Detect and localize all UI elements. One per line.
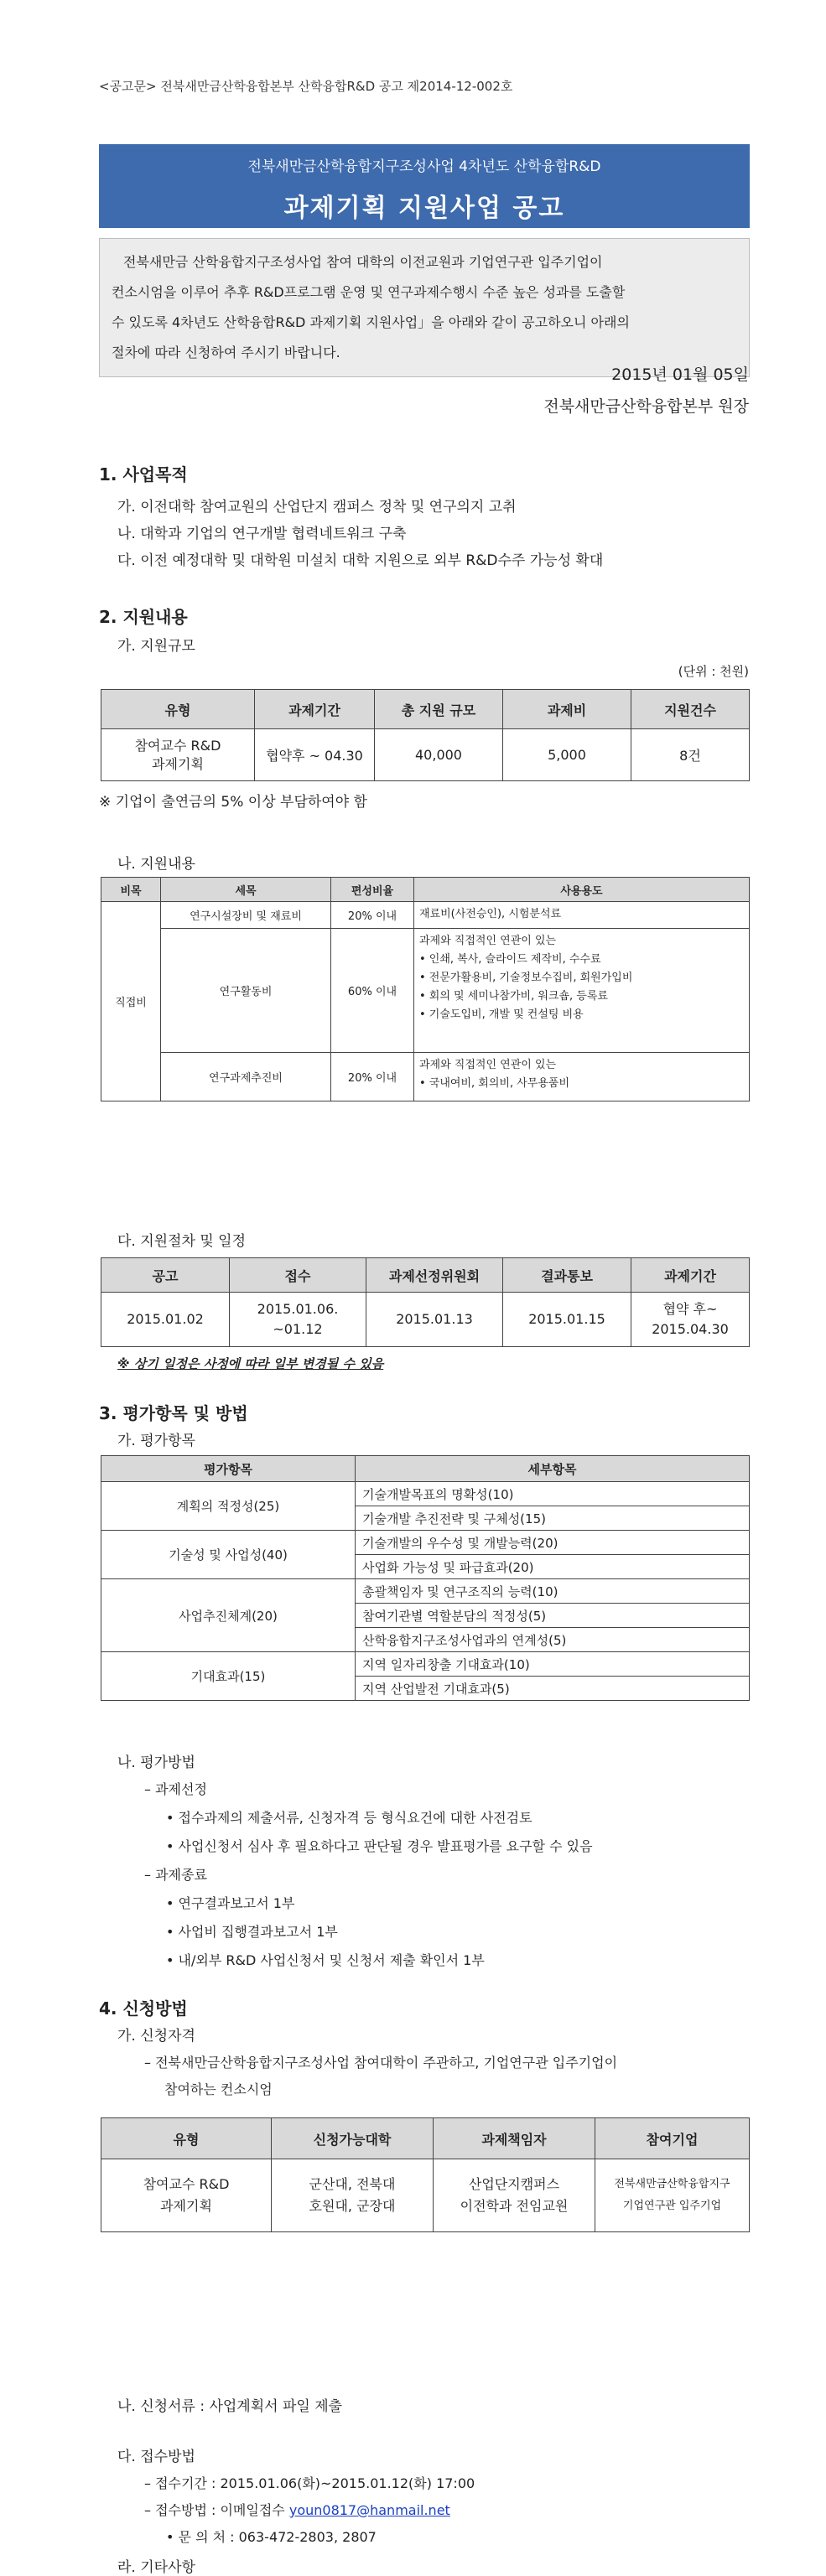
eval-detail: 기술개발목표의 명확성(10) — [356, 1482, 750, 1506]
table-cell: 2015.01.06. ~01.12 — [230, 1293, 366, 1347]
method-line: • 내/외부 R&D 사업신청서 및 신청서 제출 확인서 1부 — [166, 1952, 485, 1968]
title-banner — [99, 144, 750, 228]
table-cell: 군산대, 전북대 호원대, 군장대 — [272, 2159, 434, 2232]
section3-sub-a: 가. 평가항목 — [117, 1433, 195, 1449]
eval-detail: 지역 일자리창출 기대효과(10) — [356, 1652, 750, 1677]
method-line: – 과제선정 — [144, 1781, 207, 1797]
table-header: 세목 — [161, 878, 331, 902]
intro-line: 전북새만금 산학융합지구조성사업 참여 대학의 이전교원과 기업연구관 입주기업이 — [123, 254, 603, 270]
intro-line: 절차에 따라 신청하여 주시기 바랍니다. — [112, 345, 340, 360]
eval-detail: 지역 산업발전 기대효과(5) — [356, 1677, 750, 1701]
table-cell: 참여교수 R&D 과제기획 — [101, 729, 255, 781]
eligibility-line: 참여하는 컨소시엄 — [164, 2081, 273, 2097]
usage-line: • 기술도입비, 개발 및 컨설팅 비용 — [419, 1008, 584, 1021]
table-cell: 2015.01.15 — [503, 1293, 631, 1347]
table-header: 유형 — [101, 690, 255, 729]
usage-line: • 인쇄, 복사, 슬라이드 제작비, 수수료 — [419, 953, 601, 966]
section1-item: 다. 이전 예정대학 및 대학원 미설치 대학 지원으로 외부 R&D수주 가능성 확대 — [117, 552, 604, 569]
evaluation-table — [101, 1455, 750, 1701]
table-header: 과제선정위원회 — [366, 1258, 503, 1293]
table-cell: 40,000 — [375, 729, 503, 781]
support-scale-table — [101, 689, 750, 781]
reception-method — [144, 2500, 450, 2519]
table-header: 유형 — [101, 2118, 272, 2159]
usage-line: 과제와 직접적인 연관이 있는 — [419, 1059, 557, 1071]
eval-category: 사업추진체계(20) — [101, 1579, 356, 1652]
eligibility-line: – 전북새만금산학융합지구조성사업 참여대학이 주관하고, 기업연구관 입주기업이 — [144, 2055, 618, 2071]
table-header: 편성비율 — [331, 878, 414, 902]
section2-heading: 2. 지원내용 — [99, 607, 188, 627]
section3-sub-b: 나. 평가방법 — [117, 1754, 195, 1771]
table-cell: 연구활동비 — [161, 929, 331, 1053]
section4-sub-d: 라. 기타사항 — [117, 2559, 195, 2576]
table-cell: 전북새만금산학융합지구 기업연구관 입주기업 — [595, 2159, 750, 2232]
intro-box — [99, 238, 750, 377]
eval-detail: 참여기관별 역할분담의 적정성(5) — [356, 1604, 750, 1628]
table-cell: 협약후 ~ 04.30 — [255, 729, 375, 781]
table-cell: 재료비(사전승인), 시험분석료 — [414, 902, 750, 929]
table-header: 접수 — [230, 1258, 366, 1293]
table-cell: 20% 이내 — [331, 1053, 414, 1101]
banner-title: 과제기획 지원사업 공고 — [283, 194, 565, 223]
eval-detail: 총괄책임자 및 연구조직의 능력(10) — [356, 1579, 750, 1604]
table-header: 결과통보 — [503, 1258, 631, 1293]
eval-detail: 사업화 가능성 및 파급효과(20) — [356, 1555, 750, 1579]
usage-line: • 국내여비, 회의비, 사무용품비 — [419, 1077, 570, 1090]
table-header: 지원건수 — [631, 690, 750, 729]
section2-sub-c: 다. 지원절차 및 일정 — [117, 1233, 246, 1250]
table-cell: 산업단지캠퍼스 이전학과 전임교원 — [434, 2159, 595, 2232]
support-content-table — [101, 877, 750, 1101]
table-header: 세부항목 — [356, 1456, 750, 1482]
table-cell: 2015.01.02 — [101, 1293, 230, 1347]
usage-cell — [414, 929, 750, 1053]
reception-method-label: – 접수방법 : 이메일접수 — [144, 2502, 289, 2518]
table-cell: 연구시설장비 및 재료비 — [161, 902, 331, 929]
table-cell: 20% 이내 — [331, 902, 414, 929]
section1-item: 가. 이전대학 참여교원의 산업단지 캠퍼스 정착 및 연구의지 고취 — [117, 499, 517, 516]
issuer: 전북새만금산학융합본부 원장 — [543, 397, 749, 416]
table-cell: 2015.01.13 — [366, 1293, 503, 1347]
eligibility-table — [101, 2117, 750, 2232]
table-header: 총 지원 규모 — [375, 690, 503, 729]
email-link[interactable]: youn0817@hanmail.net — [288, 2502, 450, 2518]
section1-heading: 1. 사업목적 — [99, 464, 188, 485]
eval-detail: 산학융합지구조성사업과의 연계성(5) — [356, 1628, 750, 1652]
section4-sub-c: 다. 접수방법 — [117, 2449, 195, 2465]
section4-sub-a: 가. 신청자격 — [117, 2028, 195, 2045]
method-line: • 사업비 집행결과보고서 1부 — [166, 1924, 338, 1940]
table-header: 비목 — [101, 878, 161, 902]
eval-category: 기대효과(15) — [101, 1652, 356, 1701]
usage-line: • 전문가활용비, 기술정보수집비, 회원가입비 — [419, 972, 633, 984]
section3-heading: 3. 평가항목 및 방법 — [99, 1403, 248, 1423]
table-cell: 연구과제추진비 — [161, 1053, 331, 1101]
table-header: 참여기업 — [595, 2118, 750, 2159]
notice-number: <공고문> 전북새만금산학융합본부 산학융합R&D 공고 제2014-12-002호 — [99, 79, 513, 94]
section1-item: 나. 대학과 기업의 연구개발 협력네트워크 구축 — [117, 526, 407, 542]
table-cell: 8건 — [631, 729, 750, 781]
table-header: 과제책임자 — [434, 2118, 595, 2159]
table-cell: 5,000 — [503, 729, 631, 781]
method-line: – 과제종료 — [144, 1867, 207, 1883]
eval-detail: 기술개발의 우수성 및 개발능력(20) — [356, 1531, 750, 1555]
table-header: 평가항목 — [101, 1456, 356, 1482]
table-cell: 협약 후~ 2015.04.30 — [631, 1293, 750, 1347]
intro-line: 컨소시엄을 이루어 추후 R&D프로그램 운영 및 연구과제수행시 수준 높은 성과를 도출할 — [112, 284, 626, 300]
usage-line: • 회의 및 세미나참가비, 워크숍, 등록료 — [419, 990, 608, 1003]
method-line: • 사업신청서 심사 후 필요하다고 판단될 경우 발표평가를 요구할 수 있음 — [166, 1838, 593, 1854]
section2-sub-a: 가. 지원규모 — [117, 638, 195, 655]
method-line: • 연구결과보고서 1부 — [166, 1895, 295, 1911]
intro-line: 수 있도록 4차년도 산학융합R&D 과제기획 지원사업」을 아래와 같이 공고하오니 아래의 — [112, 314, 630, 330]
section4-sub-b: 나. 신청서류 : 사업계획서 파일 제출 — [117, 2398, 343, 2415]
banner-subtitle: 전북새만금산학융합지구조성사업 4차년도 산학융합R&D — [247, 158, 601, 175]
category-cell: 직접비 — [101, 902, 161, 1101]
table-cell: 60% 이내 — [331, 929, 414, 1053]
reception-period: – 접수기간 : 2015.01.06(화)~2015.01.12(화) 17:00 — [144, 2475, 475, 2491]
table-header: 신청가능대학 — [272, 2118, 434, 2159]
eval-category: 계획의 적정성(25) — [101, 1482, 356, 1531]
unit-label: (단위 : 천원) — [678, 664, 749, 679]
company-contribution-note: ※ 기업이 출연금의 5% 이상 부담하여야 함 — [99, 794, 367, 811]
schedule-table — [101, 1257, 750, 1347]
method-line: • 접수과제의 제출서류, 신청자격 등 형식요건에 대한 사전검토 — [166, 1810, 532, 1826]
section4-heading: 4. 신청방법 — [99, 1998, 188, 2019]
usage-line: 과제와 직접적인 연관이 있는 — [419, 935, 557, 947]
table-cell: 참여교수 R&D 과제기획 — [101, 2159, 272, 2232]
eval-category: 기술성 및 사업성(40) — [101, 1531, 356, 1579]
table-header: 과제비 — [503, 690, 631, 729]
table-header: 사용용도 — [414, 878, 750, 902]
table-header: 과제기간 — [255, 690, 375, 729]
schedule-note: ※ 상기 일정은 사정에 따라 일부 변경될 수 있음 — [117, 1356, 384, 1371]
table-header: 공고 — [101, 1258, 230, 1293]
section2-sub-b: 나. 지원내용 — [117, 856, 195, 873]
eval-detail: 기술개발 추진전략 및 구체성(15) — [356, 1506, 750, 1531]
contact-line: • 문 의 처 : 063-472-2803, 2807 — [166, 2529, 377, 2545]
usage-cell — [414, 1053, 750, 1101]
table-header: 과제기간 — [631, 1258, 750, 1293]
notice-date: 2015년 01월 05일 — [611, 365, 749, 384]
